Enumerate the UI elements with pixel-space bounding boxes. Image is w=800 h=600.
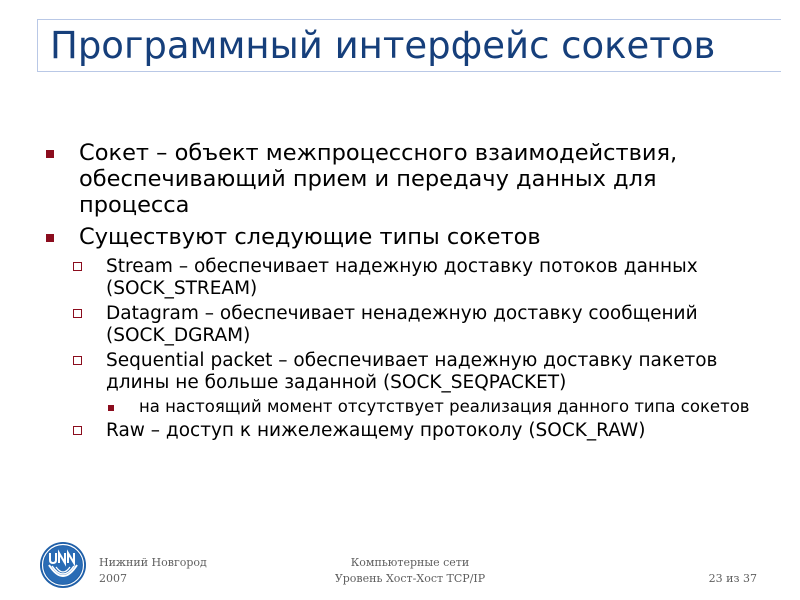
bullet-text: Sequential packet – обеспечивает надежную доставку пакетов длины не больше заданной (SOCK_SEQPACKET) (106, 350, 718, 393)
sub-bullet-item (42, 420, 772, 442)
hollow-square-bullet-icon (73, 262, 82, 271)
bullet-text: Raw – доступ к нижележащему протоколу (SOCK_RAW) (106, 420, 646, 441)
title-frame-left (37, 19, 38, 72)
bullet-text: Сокет – объект межпроцессного взаимодействия, обеспечивающий прием и передачу данных для процесса (79, 140, 678, 218)
bullet-text: на настоящий момент отсутствует реализация данного типа сокетов (139, 397, 750, 416)
title-frame-top (37, 19, 781, 20)
square-bullet-icon (46, 234, 54, 242)
bullet-text: Datagram – обеспечивает ненадежную доставку сообщений (SOCK_DGRAM) (106, 303, 698, 346)
small-square-bullet-icon (108, 405, 114, 411)
page-number: 23 из 37 (708, 572, 757, 585)
sub-bullet-item (42, 256, 772, 300)
sub-bullet-item (42, 303, 772, 347)
hollow-square-bullet-icon (73, 356, 82, 365)
sub-bullet-item (42, 350, 772, 394)
hollow-square-bullet-icon (73, 426, 82, 435)
bullet-text: Существуют следующие типы сокетов (79, 224, 541, 250)
footer-course: Компьютерные сети (350, 556, 470, 569)
square-bullet-icon (46, 150, 54, 158)
footer-year: 2007 (99, 572, 127, 585)
bullet-item (42, 224, 772, 250)
footer-topic: Уровень Хост-Хост TCP/IP (334, 572, 486, 585)
hollow-square-bullet-icon (73, 309, 82, 318)
bullet-text: Stream – обеспечивает надежную доставку потоков данных (SOCK_STREAM) (106, 256, 698, 299)
slide-title: Программный интерфейс сокетов (50, 24, 716, 67)
bullet-list (42, 140, 772, 445)
footer-city: Нижний Новгород (99, 556, 207, 569)
sub-sub-bullet-item (42, 397, 772, 417)
unn-university-logo-icon (39, 541, 87, 589)
bullet-item (42, 140, 772, 218)
title-frame-bottom (37, 71, 781, 72)
